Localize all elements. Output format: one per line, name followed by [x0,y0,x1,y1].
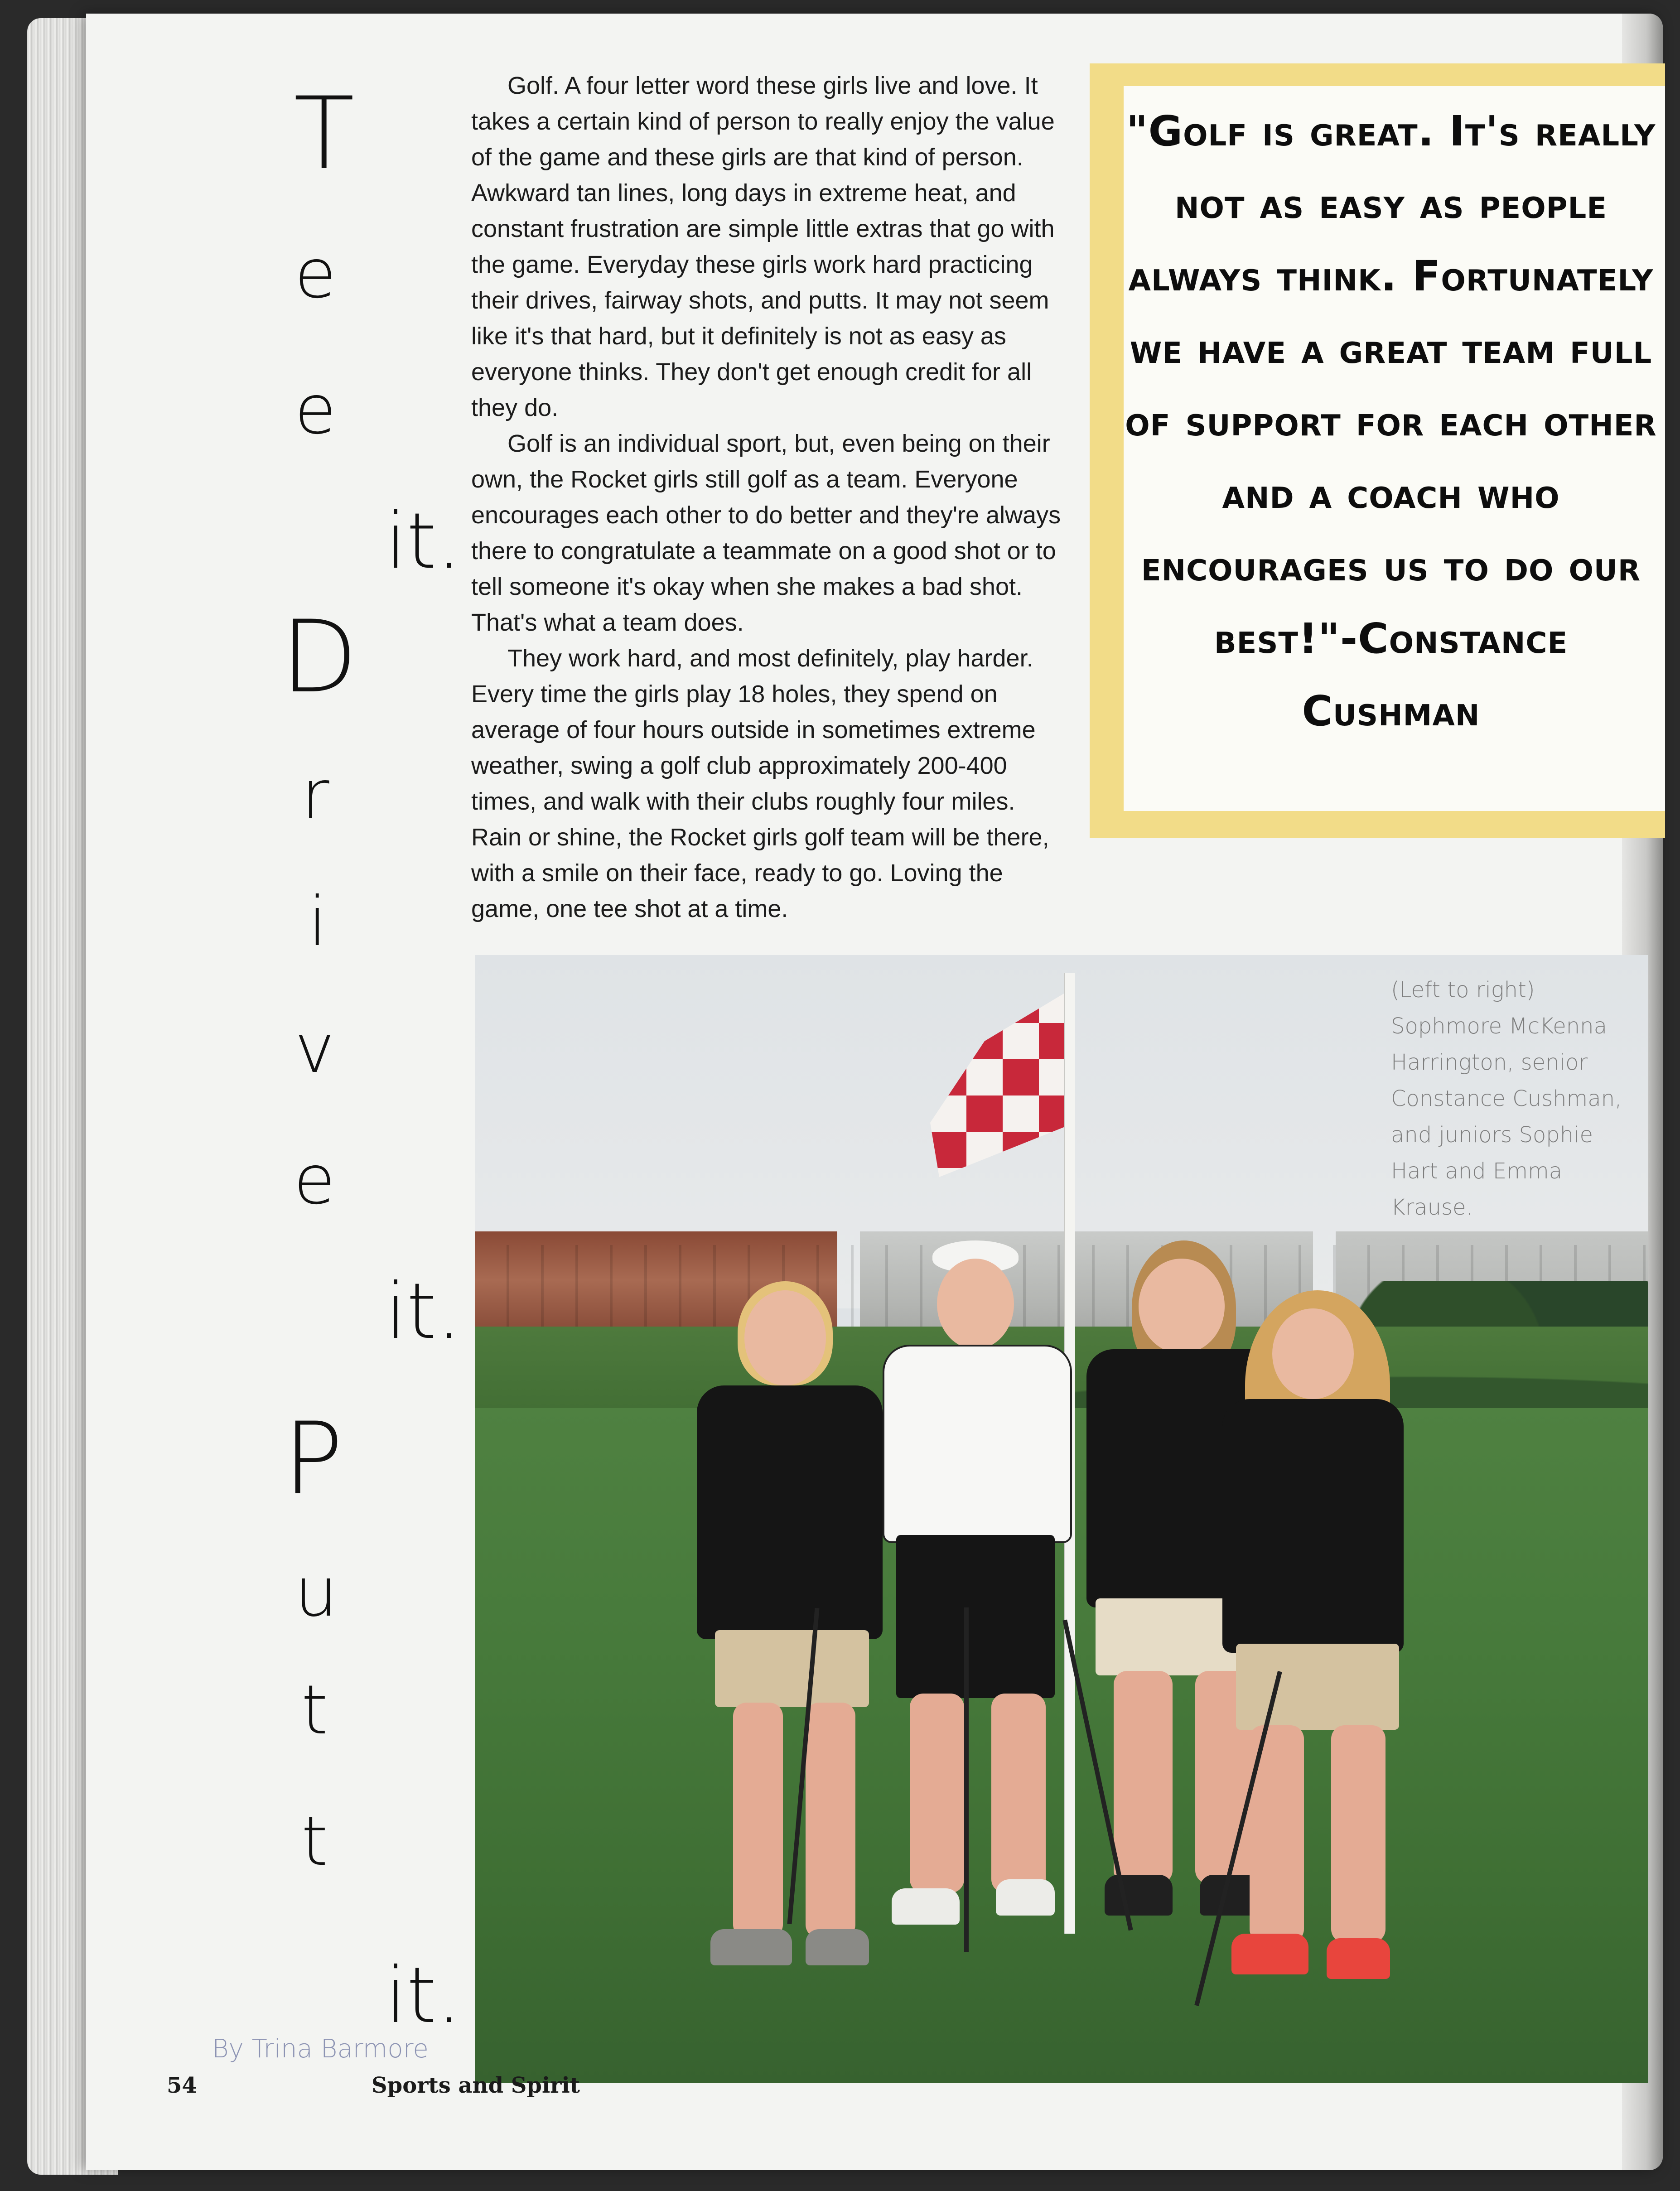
byline: By Trina Barmore [212,2034,429,2064]
article-paragraph: They work hard, and most definitely, play harder. Every time the girls play 18 holes, they spend on average of four hours outside in sometimes extreme weather, swing a golf club approximately 200-400 times, and walk with their clubs roughly four miles. Rain or shine, the Rocket girls golf team will be there, with a smile on their face, ready to go. Loving the game, one tee shot at a time. [471,645,1049,922]
title-letter: D [281,599,358,715]
article-body [471,68,1069,927]
title-letter: e [294,371,337,449]
title-word-it: it. [385,1951,461,2041]
article-paragraph: Golf. A four letter word these girls live and love. It takes a certain kind of person to really enjoy the value of the game and these girls are that kind of person. Awkward tan lines, long days in extreme heat, and constant frustration are simple little extras that go with the game. Everyday these girls work hard practicing their drives, fairway shots, and putts. It may not seem like it's that hard, but it definitely is not as easy as everyone thinks. They don't get enough credit for all they do. [471,72,1055,421]
photo-caption: (Left to right) Sophmore McKenna Harrington, senior Constance Cushman, and juniors Sophie Hart and Emma Krause. [1391,977,1622,1220]
title-letter: T [294,76,355,192]
title-letter: v [294,1009,335,1088]
title-letter: e [294,1141,336,1220]
article-paragraph: Golf is an individual sport, but, even being on their own, the Rocket girls still golf as a team. Everyone encourages each other to do better and they're always there to congratulate a teammate on a good shot or to tell someone it's okay when she makes a bad shot. That's what a team does. [471,430,1061,636]
title-word-it: it. [385,1267,461,1356]
title-word-it: it. [385,497,461,586]
golf-club [964,1607,969,1952]
title-letter: i [308,883,327,961]
title-letter: u [294,1553,338,1632]
title-letter: t [301,1802,328,1881]
page-number: 54 [167,2073,197,2098]
title-letter: t [301,1671,328,1750]
title-letter: P [283,1401,343,1517]
pull-quote: "Golf is great. It's really not as easy as people always think. Fortunately we have a great team full of support for each other and a coach who encourages us to do our best!"-Constance Cushman [1125,107,1657,735]
title-letter: r [301,756,329,835]
checkered-flag [930,987,1075,1177]
section-name: Sports and Spirit [372,2073,580,2098]
title-letter: e [294,235,337,314]
